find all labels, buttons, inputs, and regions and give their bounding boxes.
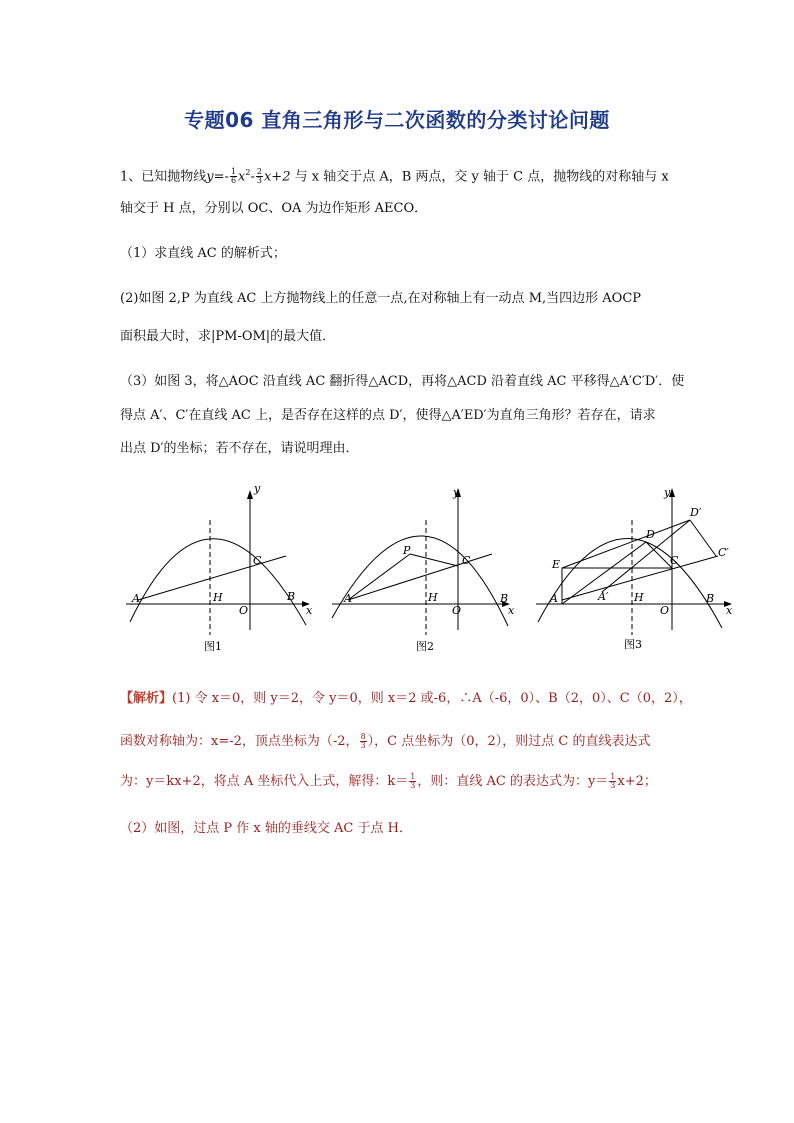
vertex-fraction-num: 8 [360, 732, 366, 741]
fig1-y-arrow [247, 490, 253, 499]
k-fraction-den: 3 [410, 781, 416, 790]
solution-line-1 [120, 689, 692, 709]
eq-sign: =- [213, 169, 229, 185]
fig2-label-x: x [508, 604, 515, 617]
solution-line-4: （2）如图，过点 P 作 x 轴的垂线交 AC 于点 H． [120, 821, 412, 836]
fig1-label-a: A [132, 592, 140, 605]
question-2-line-2: 面积最大时，求|PM-OM|的最大值． [120, 329, 336, 344]
eq-exponent: 2 [245, 168, 251, 177]
fig1-label-c: C [253, 554, 262, 567]
problem-line-1 [120, 163, 669, 187]
fig2-segment-ap [348, 554, 410, 600]
figure-1 [118, 480, 318, 655]
solution-text-2b: ），C 点坐标为（0，2），则过点 C 的直线表达式 [367, 734, 651, 749]
fig3-label-a-prime: A′ [598, 590, 609, 603]
eq-tail: x+2 [263, 169, 291, 185]
fig3-label-d: D [646, 528, 655, 541]
fig3-caption: 图3 [624, 638, 642, 651]
solution-line-3 [120, 772, 657, 792]
k-fraction [409, 773, 416, 790]
question-2-line-1: (2)如图 2,P 为直线 AC 上方抛物线上的任意一点,在对称轴上有一动点 M,当四边形 AOCP [120, 291, 642, 306]
eq-fraction-2 [256, 168, 263, 185]
fig3-label-y: y [664, 486, 671, 499]
fig3-label-b: B [706, 592, 715, 605]
problem-line-1-rest: 与 x 轴交于点 A，B 两点，交 y 轴于 C 点，抛物线的对称轴与 x [290, 169, 669, 185]
figure-2 [322, 480, 522, 655]
fig2-segment-pc [410, 554, 458, 566]
k-fraction-num: 1 [410, 772, 416, 781]
slope-fraction-den: 3 [610, 781, 616, 790]
fig1-label-y: y [254, 482, 261, 495]
fig1-label-h: H [213, 591, 223, 604]
fig3-parabola [538, 538, 722, 628]
page-title: 专题06 直角三角形与二次函数的分类讨论问题 [184, 108, 610, 132]
eq-fraction-1-den: 6 [230, 176, 237, 186]
fig2-label-a: A [344, 592, 352, 605]
fig1-line-ac [138, 556, 286, 600]
question-3-line-1: （3）如图 3，将△AOC 沿直线 AC 翻折得△ACD，再将△ACD 沿着直线 AC 平移得△A′C′D′．使 [120, 374, 685, 389]
slope-fraction [609, 773, 616, 790]
fig3-label-c-prime: C′ [718, 546, 729, 559]
question-3-line-3: 出点 D′的坐标；若不存在，请说明理由． [120, 441, 359, 456]
solution-text-3c: x+2； [617, 774, 657, 789]
solution-tag: 【解析】 [120, 691, 173, 706]
solution-text-2a: 函数对称轴为：x=-2，顶点坐标为（-2， [120, 734, 359, 749]
figure-3 [532, 480, 742, 655]
fig3-label-a: A [550, 592, 558, 605]
problem-intro: 1、已知抛物线 [120, 169, 207, 185]
fig2-caption: 图2 [416, 640, 434, 653]
vertex-fraction [360, 733, 367, 750]
fig3-label-x: x [726, 604, 733, 617]
eq-x: x [238, 169, 246, 185]
fig3-label-c: C [670, 554, 679, 567]
fig2-label-h: H [428, 591, 438, 604]
eq-fraction-2-den: 3 [256, 176, 262, 186]
fig2-label-c: C [462, 554, 471, 567]
solution-text-3b: ，则：直线 AC 的表达式为：y＝ [417, 774, 609, 789]
fig1-label-x: x [306, 604, 313, 617]
eq-minus: - [250, 169, 255, 185]
problem-line-2: 轴交于 H 点，分别以 OC、OA 为边作矩形 AECO． [120, 201, 428, 216]
fig3-segment-d2c2 [690, 520, 716, 556]
eq-fraction-2-num: 2 [256, 167, 262, 177]
question-1: （1）求直线 AC 的解析式； [120, 246, 286, 261]
solution-line-2 [120, 732, 651, 752]
slope-fraction-num: 1 [610, 772, 616, 781]
fig1-label-o: O [239, 604, 249, 617]
fig1-caption: 图1 [204, 640, 222, 653]
fig2-parabola [332, 536, 508, 626]
fig3-label-o: O [660, 604, 670, 617]
solution-text-1: (1) 令 x＝0，则 y＝2，令 y＝0，则 x＝2 或-6，∴A（-6，0）、B（2，0）、C（0，2）， [172, 691, 692, 706]
fig2-label-p: P [403, 544, 411, 557]
fig1-label-b: B [287, 590, 296, 603]
fig2-label-y: y [453, 486, 460, 499]
fig3-label-e: E [552, 558, 561, 571]
eq-fraction-1-num: 1 [230, 167, 237, 177]
fig2-label-o: O [452, 604, 462, 617]
fig2-label-b: B [500, 592, 509, 605]
vertex-fraction-den: 3 [360, 741, 366, 750]
fig3-label-d-prime: D′ [690, 506, 702, 519]
eq-fraction-1 [230, 168, 237, 185]
question-3-line-2: 得点 A′、C′在直线 AC 上，是否存在这样的点 D′，使得△A′ED′为直角三角形？若存在，请求 [120, 408, 656, 423]
fig3-label-h: H [634, 591, 644, 604]
solution-text-3a: 为：y＝kx+2，将点 A 坐标代入上式，解得：k＝ [120, 774, 409, 789]
fig1-parabola [130, 539, 306, 625]
eq-y: y [206, 169, 214, 185]
